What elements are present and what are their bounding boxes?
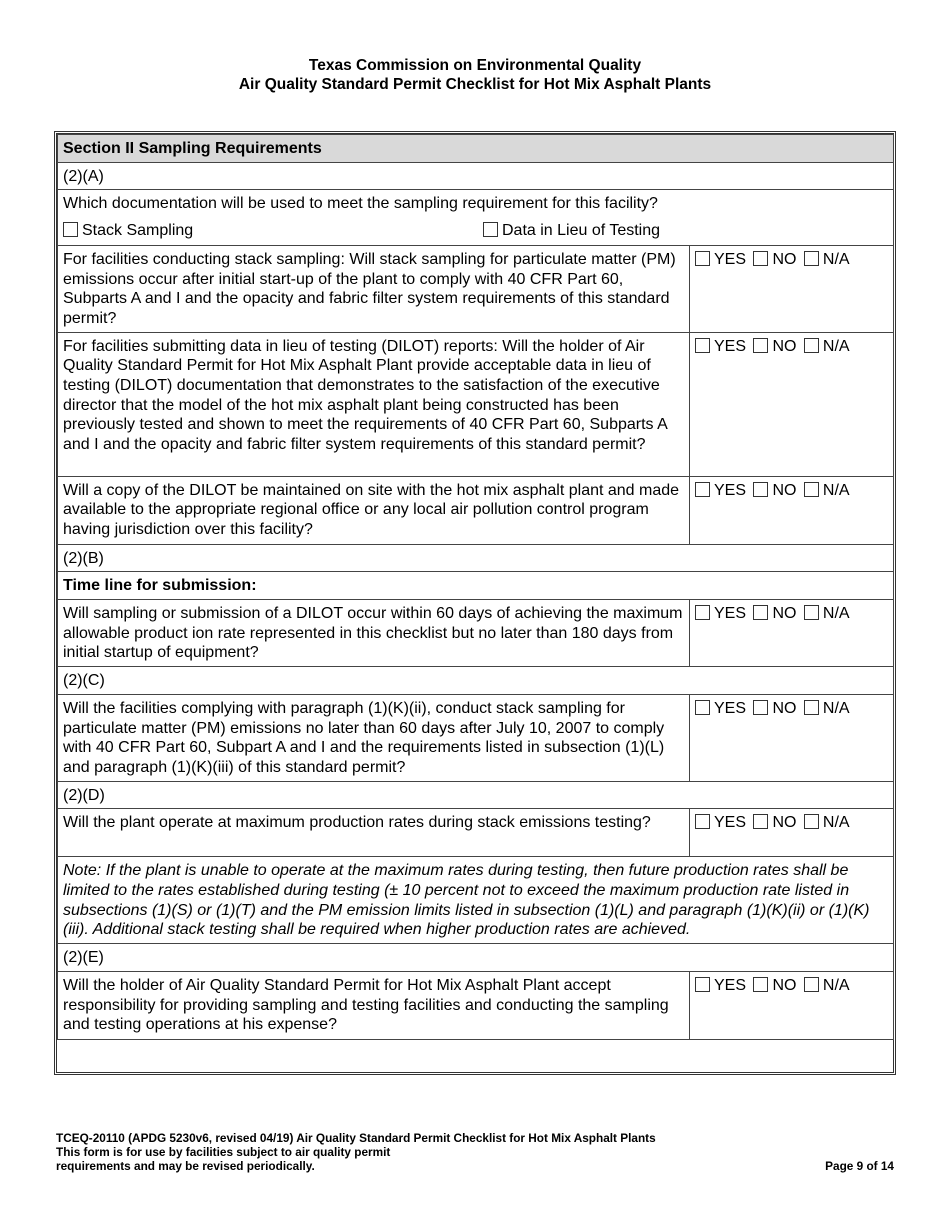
documentation-options: [63, 221, 888, 241]
answer-group-q2: [690, 332, 894, 476]
timeline-row: [58, 572, 894, 600]
question-row: [58, 332, 894, 476]
na-checkbox[interactable]: [804, 814, 819, 829]
subsection-label-2a: (2)(A): [58, 162, 894, 190]
question-dilot-copy: Will a copy of the DILOT be maintained on site with the hot mix asphalt plant and made available to the appropriate regional office or any local air pollution control program having jurisdiction over this facility?: [58, 476, 690, 544]
footer-revision-note: requirements and may be revised periodically.: [56, 1159, 315, 1173]
no-label: NO: [772, 699, 797, 717]
subsection-row: [58, 162, 894, 190]
yes-checkbox[interactable]: [695, 700, 710, 715]
documentation-choice-row: [58, 190, 894, 245]
dilot-checkbox[interactable]: [483, 222, 498, 237]
form-table: [57, 134, 894, 1040]
stack-sampling-label: Stack Sampling: [82, 222, 194, 240]
yes-label: YES: [714, 976, 747, 994]
na-checkbox[interactable]: [804, 482, 819, 497]
question-max-production: Will the plant operate at maximum production rates during stack emissions testing?: [58, 809, 690, 857]
yes-label: YES: [714, 337, 747, 355]
na-label: N/A: [822, 605, 850, 623]
na-checkbox[interactable]: [804, 977, 819, 992]
footer-form-info: [56, 1131, 656, 1173]
subsection-row: [58, 781, 894, 809]
subsection-row: [58, 544, 894, 572]
yes-label: YES: [714, 699, 747, 717]
no-checkbox[interactable]: [753, 482, 768, 497]
question-row: [58, 809, 894, 857]
na-checkbox[interactable]: [804, 605, 819, 620]
section-header-row: [58, 135, 894, 163]
na-label: N/A: [822, 337, 850, 355]
no-checkbox[interactable]: [753, 977, 768, 992]
yes-checkbox[interactable]: [695, 251, 710, 266]
no-label: NO: [772, 481, 797, 499]
form-title: Air Quality Standard Permit Checklist for Hot Mix Asphalt Plants: [238, 76, 712, 93]
footer-usage-note: This form is for use by facilities subject to air quality permit: [56, 1145, 391, 1159]
answer-group-q4: [690, 600, 894, 667]
timeline-heading: Time line for submission:: [58, 572, 894, 600]
stack-sampling-option[interactable]: [63, 221, 483, 241]
stack-sampling-checkbox[interactable]: [63, 222, 78, 237]
no-label: NO: [772, 337, 797, 355]
footer-form-id: TCEQ-20110 (APDG 5230v6, revised 04/19) Air Quality Standard Permit Checklist for Hot Mix Asphalt Plants: [56, 1131, 656, 1145]
no-checkbox[interactable]: [753, 605, 768, 620]
no-checkbox[interactable]: [753, 700, 768, 715]
question-row: [58, 971, 894, 1039]
document-header: [0, 56, 950, 94]
agency-title: Texas Commission on Environmental Quality: [308, 57, 642, 74]
subsection-label-2c: (2)(C): [58, 667, 894, 695]
yes-label: YES: [714, 250, 747, 268]
question-row: [58, 600, 894, 667]
no-checkbox[interactable]: [753, 814, 768, 829]
yes-checkbox[interactable]: [695, 338, 710, 353]
answer-group-q6: [690, 809, 894, 857]
yes-label: YES: [714, 481, 747, 499]
yes-checkbox[interactable]: [695, 814, 710, 829]
no-checkbox[interactable]: [753, 338, 768, 353]
no-label: NO: [772, 250, 797, 268]
subsection-label-2e: (2)(E): [58, 944, 894, 972]
question-row: [58, 694, 894, 781]
question-stack-sampling: For facilities conducting stack sampling: Will stack sampling for particulate matter (PM) emissions occur after initial start-up of the plant to comply with 40 CFR Part 60, Subparts A and I and the opacity and fabric filter system requirements of this standard permit?: [58, 245, 690, 332]
no-label: NO: [772, 976, 797, 994]
question-dilot-data: For facilities submitting data in lieu of testing (DILOT) reports: Will the holder of Air Quality Standard Permit for Hot Mix Asphalt Plant provide acceptable data in lieu of testing (DILOT) documentation that demonstrates to the satisfaction of the executive director that the model of the hot mix asphalt plant being constructed has been previously tested and shown to meet the requirements of 40 CFR Part 60, Subparts A and I and the opacity and fabric filter system requirements of this standard permit?: [58, 332, 690, 476]
answer-group-q3: [690, 476, 894, 544]
yes-checkbox[interactable]: [695, 977, 710, 992]
yes-checkbox[interactable]: [695, 482, 710, 497]
answer-group-q5: [690, 694, 894, 781]
yes-label: YES: [714, 605, 747, 623]
answer-group-q1: [690, 245, 894, 332]
yes-checkbox[interactable]: [695, 605, 710, 620]
no-checkbox[interactable]: [753, 251, 768, 266]
question-row: [58, 476, 894, 544]
yes-label: YES: [714, 814, 747, 832]
section-title: Section II Sampling Requirements: [58, 135, 894, 163]
question-testing-responsibility: Will the holder of Air Quality Standard Permit for Hot Mix Asphalt Plant accept responsibility for providing sampling and testing facilities and conducting the sampling and testing operations at his expense?: [58, 971, 690, 1039]
subsection-row: [58, 944, 894, 972]
answer-group-q7: [690, 971, 894, 1039]
na-checkbox[interactable]: [804, 700, 819, 715]
dilot-option[interactable]: [483, 221, 660, 241]
documentation-question: Which documentation will be used to meet the sampling requirement for this facility?: [63, 195, 658, 213]
page-number: Page 9 of 14: [825, 1159, 894, 1173]
subsection-label-2b: (2)(B): [58, 544, 894, 572]
dilot-label: Data in Lieu of Testing: [502, 222, 661, 240]
question-pm-sampling: Will the facilities complying with paragraph (1)(K)(ii), conduct stack sampling for particulate matter (PM) emissions no later than 60 days after July 10, 2007 to comply with 40 CFR Part 60, Subpart A and I and the requirements listed in subsection (1)(L) and paragraph (1)(K)(iii) of this standard permit?: [58, 694, 690, 781]
no-label: NO: [772, 814, 797, 832]
na-label: N/A: [822, 976, 850, 994]
production-rate-note: Note: If the plant is unable to operate at the maximum rates during testing, then future production rates shall be limited to the rates established during testing (± 10 percent not to exceed the maximum production rate listed in subsections (1)(S) or (1)(T) and the PM emission limits listed in subsection (1)(L) and paragraph (1)(K)(ii) or (1)(K)(iii). Additional stack testing shall be required when higher production rates are achieved.: [58, 857, 894, 944]
question-submission-timeline: Will sampling or submission of a DILOT occur within 60 days of achieving the maximum allowable product ion rate represented in this checklist but no later than 180 days from initial startup of equipment?: [58, 600, 690, 667]
sampling-requirements-form: [54, 131, 896, 1075]
no-label: NO: [772, 605, 797, 623]
na-checkbox[interactable]: [804, 338, 819, 353]
na-label: N/A: [822, 699, 850, 717]
na-label: N/A: [822, 250, 850, 268]
question-row: [58, 245, 894, 332]
na-label: N/A: [822, 814, 850, 832]
na-checkbox[interactable]: [804, 251, 819, 266]
subsection-label-2d: (2)(D): [58, 781, 894, 809]
note-row: [58, 857, 894, 944]
subsection-row: [58, 667, 894, 695]
na-label: N/A: [822, 481, 850, 499]
